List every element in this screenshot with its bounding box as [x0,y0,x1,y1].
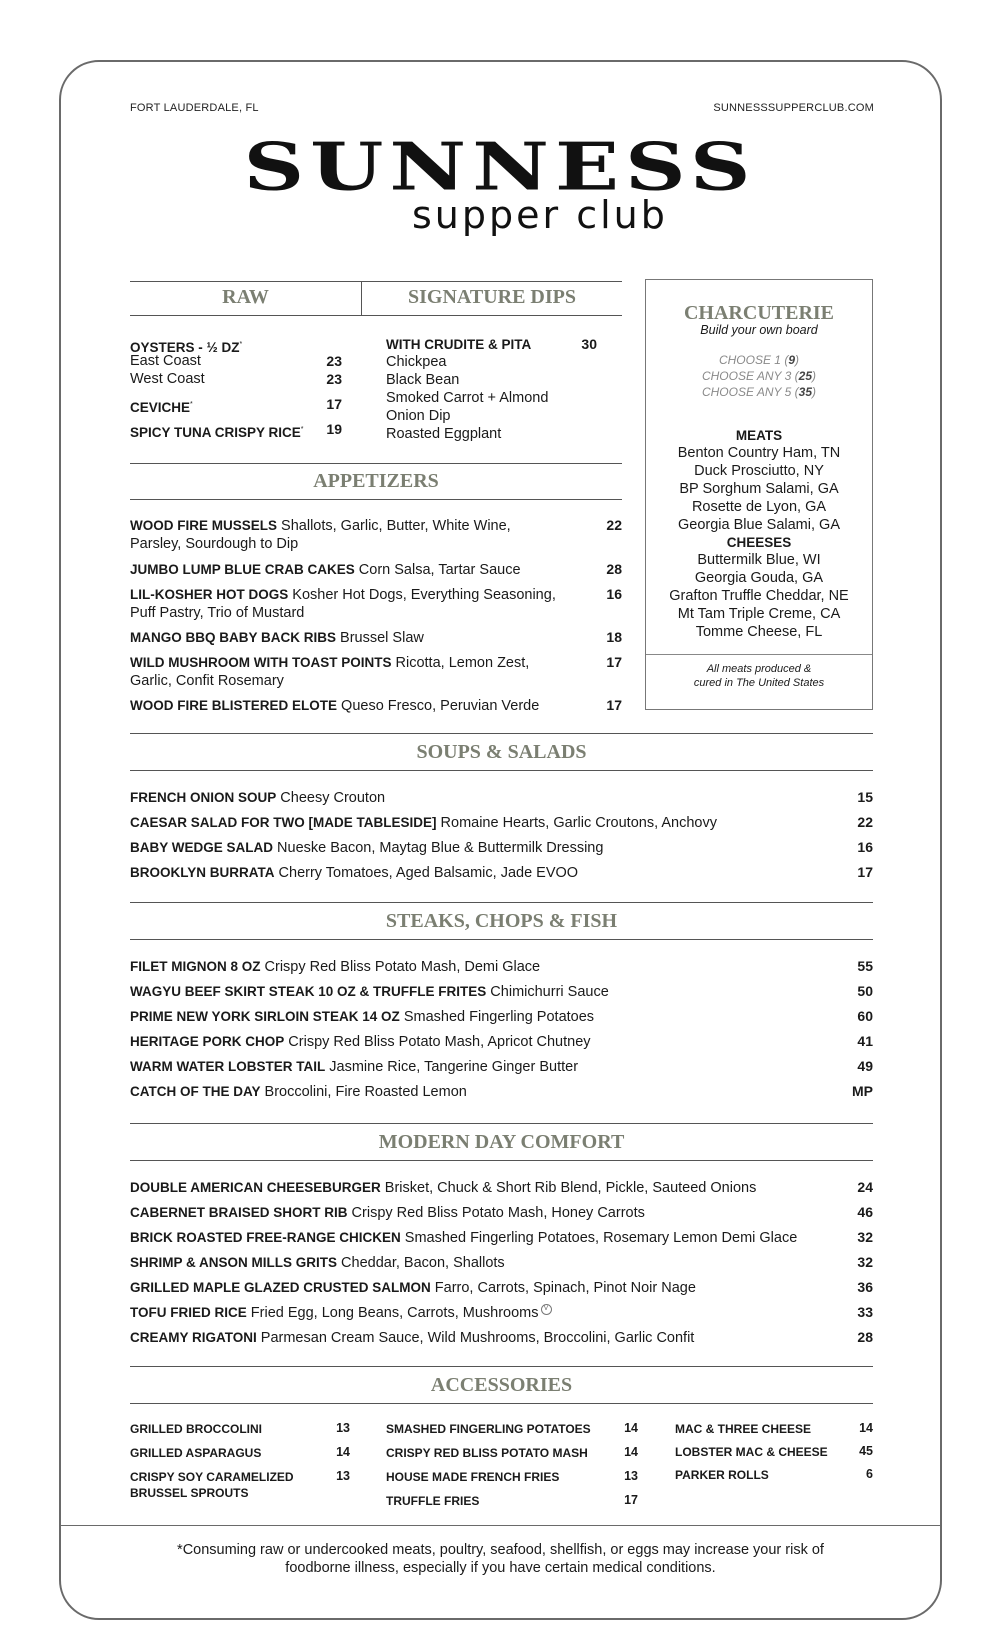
menu-item-price: 41 [857,1033,873,1049]
menu-item: WILD MUSHROOM WITH TOAST POINTS Ricotta, Lemon Zest, Garlic, Confit Rosemary [130,655,530,689]
section-title-accessories: ACCESSORIES [430,1374,573,1396]
menu-item-price: 33 [857,1304,873,1320]
accessory-price: 14 [624,1421,638,1435]
menu-item: CAESAR SALAD FOR TWO [MADE TABLESIDE] Romaine Hearts, Garlic Croutons, Anchovy [130,815,717,831]
accessory-price: 6 [866,1467,873,1481]
menu-item-price: 32 [857,1254,873,1270]
menu-item-price: 23 [326,353,342,369]
cheese-item: Tomme Cheese, FL [695,624,823,640]
cheese-item: Mt Tam Triple Creme, CA [677,606,841,622]
meat-item: BP Sorghum Salami, GA [679,481,839,497]
charcuterie-note: cured in The United States [693,677,825,689]
accessory-item: LOBSTER MAC & CHEESE [675,1445,828,1459]
cheese-item: Grafton Truffle Cheddar, NE [669,588,849,604]
menu-item: CEVICHE* [130,399,193,415]
menu-item-price: 55 [857,958,873,974]
menu-item: BROOKLYN BURRATA Cherry Tomatoes, Aged Balsamic, Jade EVOO [130,865,579,881]
charcuterie-subtitle: Build your own board [700,323,818,337]
accessory-price: 45 [859,1444,873,1458]
dip-item: Smoked Carrot + Almond [386,390,549,406]
divider [130,1403,873,1404]
menu-item-price: MP [852,1083,873,1099]
menu-item: SHRIMP & ANSON MILLS GRITS Cheddar, Bacon, Shallots [130,1255,505,1271]
menu-item: JUMBO LUMP BLUE CRAB CAKES Corn Salsa, Tartar Sauce [130,562,521,578]
accessory-item: CRISPY SOY CARAMELIZED BRUSSEL SPROUTS [130,1470,294,1500]
footer-divider [60,1525,941,1526]
logo-main: SUNNESS [243,128,757,206]
accessory-price: 14 [624,1445,638,1459]
meats-title: MEATS [735,428,783,443]
charcuterie-choice: CHOOSE ANY 5 (35) [701,385,817,399]
dip-item: Onion Dip [386,408,451,424]
section-title-soups: SOUPS & SALADS [416,741,587,763]
menu-item: DOUBLE AMERICAN CHEESEBURGER Brisket, Chuck & Short Rib Blend, Pickle, Sauteed Onions [130,1180,757,1196]
website-link[interactable]: SUNNESSSUPPERCLUB.COM [713,102,874,114]
menu-item-price: 49 [857,1058,873,1074]
accessory-item: PARKER ROLLS [675,1468,769,1482]
menu-item-price: 28 [857,1329,873,1345]
cheese-item: Georgia Gouda, GA [694,570,824,586]
menu-item-price: 32 [857,1229,873,1245]
menu-item: WITH CRUDITE & PITA [386,337,532,352]
divider [646,654,872,655]
section-title-appetizers: APPETIZERS [313,470,439,492]
divider [130,770,873,771]
location-text: FORT LAUDERDALE, FL [130,102,259,114]
menu-item: WARM WATER LOBSTER TAIL Jasmine Rice, Tangerine Ginger Butter [130,1059,579,1075]
menu-item: GRILLED MAPLE GLAZED CRUSTED SALMON Farro, Carrots, Spinach, Pinot Noir Nage [130,1280,696,1296]
divider [130,315,622,316]
menu-item-price: 60 [857,1008,873,1024]
menu-item: PRIME NEW YORK SIRLOIN STEAK 14 OZ Smashed Fingerling Potatoes [130,1009,595,1025]
menu-item: WAGYU BEEF SKIRT STEAK 10 OZ & TRUFFLE FRITES Chimichurri Sauce [130,984,609,1000]
menu-item: LIL-KOSHER HOT DOGS Kosher Hot Dogs, Everything Seasoning, Puff Pastry, Trio of Mustard [130,587,556,621]
menu-item-name: West Coast [130,371,205,387]
menu-item: WOOD FIRE BLISTERED ELOTE Queso Fresco, Peruvian Verde [130,698,540,714]
menu-item: CREAMY RIGATONI Parmesan Cream Sauce, Wild Mushrooms, Broccolini, Garlic Confit [130,1330,695,1346]
menu-item: WOOD FIRE MUSSELS Shallots, Garlic, Butter, White Wine, Parsley, Sourdough to Dip [130,518,511,552]
accessory-item: TRUFFLE FRIES [386,1494,480,1508]
menu-item-price: 16 [857,839,873,855]
divider [130,939,873,940]
meat-item: Duck Prosciutto, NY [694,463,824,479]
divider [130,1366,873,1367]
menu-item-name: East Coast [130,353,201,369]
accessory-item: SMASHED FINGERLING POTATOES [386,1422,591,1436]
cheeses-title: CHEESES [726,535,792,550]
section-title-raw: RAW [222,286,269,308]
meat-item: Benton Country Ham, TN [677,445,841,461]
menu-item-price: 24 [857,1179,873,1195]
charcuterie-choice: CHOOSE ANY 3 (25) [701,369,817,383]
accessory-item: HOUSE MADE FRENCH FRIES [386,1470,560,1484]
menu-item-price: 36 [857,1279,873,1295]
menu-item-price: 17 [606,654,622,670]
menu-item-price: 22 [857,814,873,830]
menu-item: CABERNET BRAISED SHORT RIB Crispy Red Bliss Potato Mash, Honey Carrots [130,1205,645,1221]
divider [130,499,622,500]
menu-item-price: 19 [326,421,342,437]
charcuterie-choice: CHOOSE 1 (9) [718,353,800,367]
dip-item: Chickpea [386,354,447,370]
section-title-steaks: STEAKS, CHOPS & FISH [385,910,618,932]
section-title-comfort: MODERN DAY COMFORT [378,1131,625,1153]
accessory-item: GRILLED ASPARAGUS [130,1446,262,1460]
menu-item-price: 17 [857,864,873,880]
accessory-price: 13 [336,1421,350,1435]
divider [130,463,622,464]
menu-item-price: 23 [326,371,342,387]
menu-item-price: 16 [606,586,622,602]
divider [130,281,622,282]
menu-item: SPICY TUNA CRISPY RICE* [130,424,304,440]
accessory-item: MAC & THREE CHEESE [675,1422,812,1436]
menu-item: FILET MIGNON 8 OZ Crispy Red Bliss Potato Mash, Demi Glace [130,959,541,975]
section-title-charcuterie: CHARCUTERIE [683,302,835,324]
divider [130,1160,873,1161]
menu-item: MANGO BBQ BABY BACK RIBS Brussel Slaw [130,630,424,646]
dip-item: Roasted Eggplant [386,426,502,442]
menu-item-price: 17 [606,697,622,713]
menu-item-price: 28 [606,561,622,577]
menu-item: TOFU FRIED RICE Fried Egg, Long Beans, Carrots, Mushrooms V [130,1304,552,1322]
accessory-item: CRISPY RED BLISS POTATO MASH [386,1446,588,1460]
footer-disclaimer: *Consuming raw or undercooked meats, poultry, seafood, shellfish, or eggs may increase your risk of foodborne illness, especially if you have certain medical conditions. [177,1542,824,1576]
accessory-price: 14 [859,1421,873,1435]
menu-item-price: 46 [857,1204,873,1220]
accessory-price: 13 [336,1469,350,1483]
accessory-item: GRILLED BROCCOLINI [130,1422,262,1436]
menu-item: BABY WEDGE SALAD Nueske Bacon, Maytag Blue & Buttermilk Dressing [130,840,604,856]
logo-sub: supper club [412,193,668,237]
menu-item-price: 15 [857,789,873,805]
accessory-price: 14 [336,1445,350,1459]
menu-item: CATCH OF THE DAY Broccolini, Fire Roasted Lemon [130,1084,467,1100]
charcuterie-note: All meats produced & [706,663,812,675]
menu-item: HERITAGE PORK CHOP Crispy Red Bliss Potato Mash, Apricot Chutney [130,1034,591,1050]
menu-item: FRENCH ONION SOUP Cheesy Crouton [130,790,386,806]
divider [130,733,873,734]
menu-item-price: 50 [857,983,873,999]
menu-item-price: 30 [581,336,597,352]
meat-item: Georgia Blue Salami, GA [678,517,840,533]
menu-item-price: 18 [606,629,622,645]
accessory-price: 17 [624,1493,638,1507]
dip-item: Black Bean [386,372,460,388]
menu-item: OYSTERS - ½ DZ* [130,339,243,355]
menu-item-price: 17 [326,396,342,412]
accessory-price: 13 [624,1469,638,1483]
section-title-dips: SIGNATURE DIPS [408,286,576,308]
vegetarian-icon: V [541,1304,552,1315]
divider [130,1123,873,1124]
menu-item-price: 22 [606,517,622,533]
cheese-item: Buttermilk Blue, WI [697,552,821,568]
divider [130,902,873,903]
meat-item: Rosette de Lyon, GA [691,499,827,515]
menu-item: BRICK ROASTED FREE-RANGE CHICKEN Smashed Fingerling Potatoes, Rosemary Lemon Demi Glace [130,1230,798,1246]
